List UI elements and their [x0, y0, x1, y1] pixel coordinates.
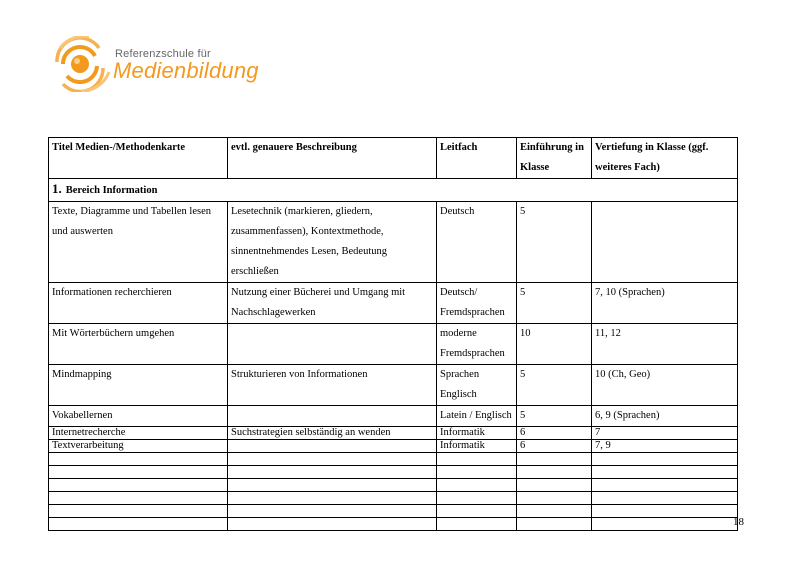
cell-title: Mit Wörterbüchern umgehen	[49, 324, 228, 365]
cell-intro: 10	[517, 324, 592, 365]
cell-description: Lesetechnik (markieren, gliedern, zusammenfassen), Kontextmethode, sinnentnehmendes Lesen, Bedeutung erschließen	[228, 202, 437, 283]
cell-subject: Sprachen Englisch	[437, 365, 517, 406]
cell-subject: Deutsch/ Fremdsprachen	[437, 283, 517, 324]
cell-deepen: 10 (Ch, Geo)	[592, 365, 738, 406]
header-title: Titel Medien-/Methodenkarte	[49, 138, 228, 179]
table-row	[49, 440, 738, 453]
header-subject: Leitfach	[437, 138, 517, 179]
section-row	[49, 179, 738, 202]
cell-deepen: 11, 12	[592, 324, 738, 365]
cell-subject: Deutsch	[437, 202, 517, 283]
header-intro: Einführung in Klasse	[517, 138, 592, 179]
media-method-table	[48, 137, 738, 531]
table-row	[49, 427, 738, 440]
empty-row	[49, 505, 738, 518]
table-row	[49, 202, 738, 283]
empty-row	[49, 479, 738, 492]
cell-description: Nutzung einer Bücherei und Umgang mit Nachschlagewerken	[228, 283, 437, 324]
cell-deepen: 7, 10 (Sprachen)	[592, 283, 738, 324]
cell-subject: moderne Fremdsprachen	[437, 324, 517, 365]
cell-intro: 5	[517, 283, 592, 324]
cell-intro: 6	[517, 440, 592, 453]
cell-description: Strukturieren von Informationen	[228, 365, 437, 406]
cell-deepen: 7	[592, 427, 738, 440]
cell-description: Suchstrategien selbständig an wenden	[228, 427, 437, 440]
cell-title: Vokabellernen	[49, 406, 228, 427]
cell-deepen	[592, 202, 738, 283]
cell-subject: Informatik	[437, 440, 517, 453]
cell-description	[228, 406, 437, 427]
logo-swirl-icon	[55, 36, 117, 92]
empty-row	[49, 466, 738, 479]
cell-title: Internetrecherche	[49, 427, 228, 440]
school-logo	[55, 36, 265, 92]
cell-title: Texte, Diagramme und Tabellen lesen und auswerten	[49, 202, 228, 283]
cell-title: Mindmapping	[49, 365, 228, 406]
cell-intro: 6	[517, 427, 592, 440]
cell-subject: Latein / Englisch	[437, 406, 517, 427]
section-title: Bereich Information	[65, 185, 158, 196]
logo-main-text: Medienbildung	[113, 58, 259, 83]
table-row	[49, 365, 738, 406]
cell-intro: 5	[517, 406, 592, 427]
header-deepen: Vertiefung in Klasse (ggf. weiteres Fach)	[592, 138, 738, 179]
cell-deepen: 6, 9 (Sprachen)	[592, 406, 738, 427]
empty-row	[49, 518, 738, 531]
section-number: 1.	[52, 181, 62, 196]
cell-intro: 5	[517, 202, 592, 283]
cell-subject: Informatik	[437, 427, 517, 440]
cell-title: Informationen recherchieren	[49, 283, 228, 324]
cell-description	[228, 324, 437, 365]
cell-deepen: 7, 9	[592, 440, 738, 453]
logo-top-text: Referenzschule für	[115, 48, 211, 60]
cell-description	[228, 440, 437, 453]
cell-title: Textverarbeitung	[49, 440, 228, 453]
table-row	[49, 283, 738, 324]
page-number: 18	[733, 516, 744, 528]
cell-intro: 5	[517, 365, 592, 406]
empty-row	[49, 492, 738, 505]
table-row	[49, 406, 738, 427]
table-row	[49, 324, 738, 365]
table-header-row	[49, 138, 738, 179]
empty-row	[49, 453, 738, 466]
header-description: evtl. genauere Beschreibung	[228, 138, 437, 179]
